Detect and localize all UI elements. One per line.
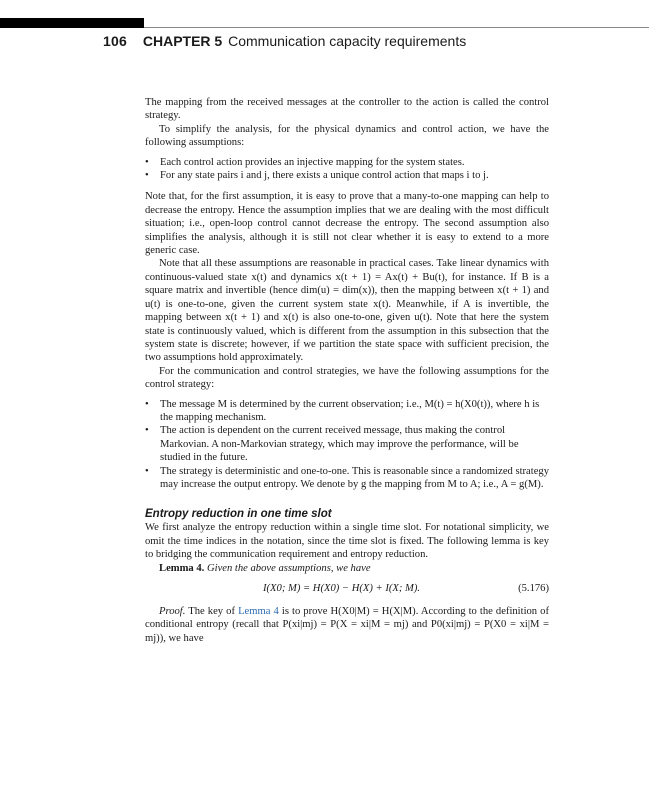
page-number: 106 [103, 33, 127, 49]
chapter-label: CHAPTER 5 [142, 33, 223, 49]
list-item: • Each control action provides an injective mapping for the system states. [145, 156, 549, 169]
chapter-title: Communication capacity requirements [228, 33, 467, 49]
proof-text-start: The key of [188, 606, 235, 617]
proof-paragraph [145, 605, 549, 645]
lemma-text: Given the above assumptions, we have [206, 562, 371, 574]
list-item: • The action is dependent on the current received message, thus making the control Markovian. A non-Markovian strategy, which may improve the performance, will be studied in the future. [145, 424, 549, 464]
page-body [145, 96, 549, 645]
section-heading: Entropy reduction in one time slot [145, 508, 332, 521]
paragraph-linear-dynamics: Note that all these assumptions are reasonable in practical cases. Take linear dynamics with continuous-valued state x(t) and dynamics x(t + 1) = Ax(t) + Bu(t), for instance. If B is a square matrix and invertible (hence dim(u) = dim(x)), then the mapping between x(t + 1) and u(t) is one-to-one, given the current system state x(t). Meanwhile, if A is invertible, the mapping between x(t + 1) and x(t) is also one-to-one, given u(t). Note that here the system state is continuously valued, which is different from the assumption in this subsection that the system state is discrete; however, if we partition the state space with sufficient precision, the two assumptions hold approximately. [145, 258, 549, 364]
paragraph-strategy-intro: For the communication and control strategies, we have the following assumptions for the control strategy: [145, 365, 549, 391]
strategy-assumption-list [145, 398, 549, 492]
list-item: • For any state pairs i and j, there exists a unique control action that maps i to j. [145, 169, 549, 182]
running-header [103, 33, 466, 49]
proof-text-end: is to prove H(X0|M) = H(X|M). According to the definition of conditional entropy (recall that P(xi|mj) = P(X = xi|M = mj) and P0(xi|mj) = P(X0 = xi|M = mj)), we have [145, 606, 549, 644]
equation-expression: I(X0; M) = H(X0) − H(X) + I(X; M). [263, 583, 421, 594]
paragraph-first-assumption-note: Note that, for the first assumption, it is easy to prove that a many-to-one mapping can help to decrease the entropy. Hence the assumption implies that we are dealing with the most difficult situation; i.e., open-loop control cannot decrease the entropy. The second assumption also simplifies the analysis, although it is still not clear whether it is easy to extend to a more generic case. [145, 191, 549, 257]
lemma-reference-link[interactable]: Lemma 4 [238, 606, 279, 617]
list-item: • The strategy is deterministic and one-to-one. This is reasonable since a randomized strategy may increase the output entropy. We denote by g the mapping from M to A; i.e., A = g(M). [145, 465, 549, 492]
list-item: • The message M is determined by the current observation; i.e., M(t) = h(X0(t)), where h is the mapping mechanism. [145, 398, 549, 425]
assumption-list [145, 156, 549, 183]
paragraph-assumptions-intro: To simplify the analysis, for the physical dynamics and control action, we have the following assumptions: [145, 123, 549, 149]
equation-number: (5.176) [518, 583, 549, 594]
lemma-label: Lemma 4. [159, 562, 205, 574]
equation [145, 582, 549, 596]
header-bar [0, 18, 144, 28]
proof-label: Proof. [159, 606, 186, 617]
paragraph-control-strategy: The mapping from the received messages at the controller to the action is called the control strategy. [145, 97, 549, 122]
lemma-statement [145, 562, 549, 575]
header-rule [144, 27, 649, 28]
paragraph-entropy-reduction: We first analyze the entropy reduction within a single time slot. For notational simplicity, we omit the time indices in the notation, since the time slot is fixed. The following lemma is key to bridging the communication requirement and entropy reduction. [145, 522, 549, 561]
